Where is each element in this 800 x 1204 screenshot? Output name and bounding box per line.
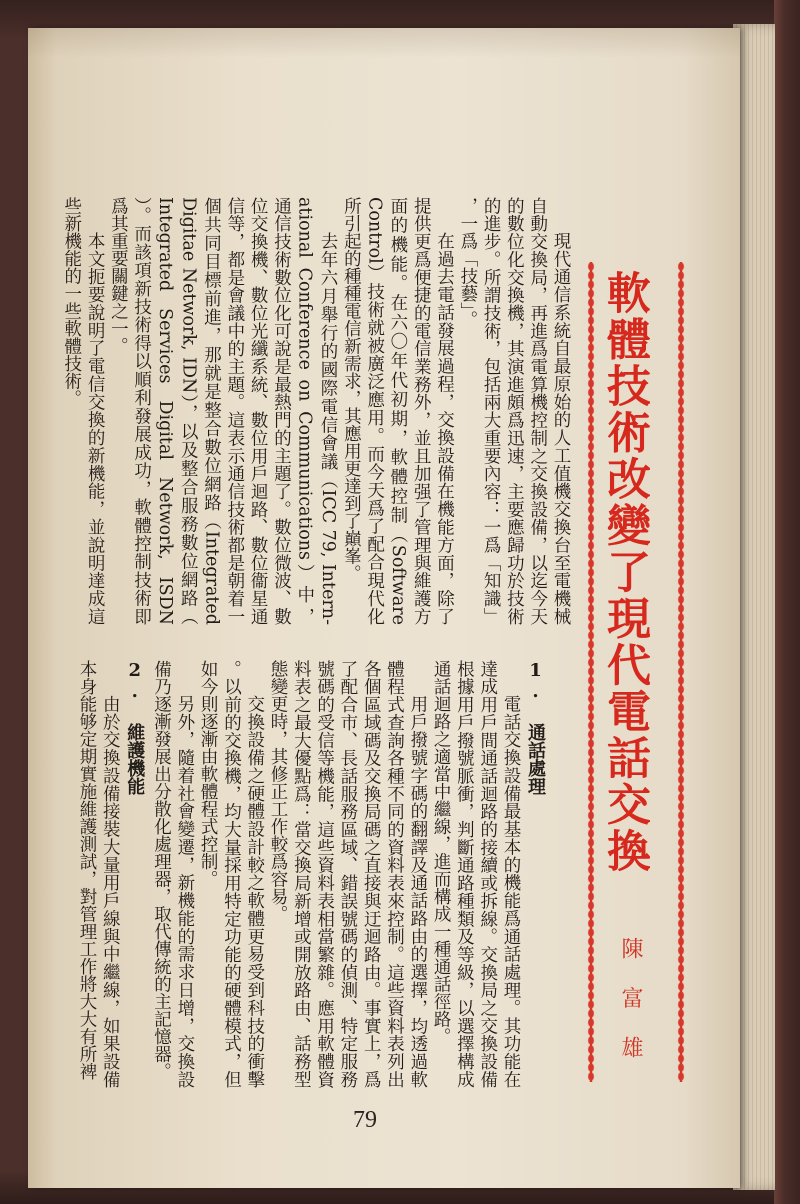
text-column: 去年六月舉行的國際電信會議（ICC 79, Intern- — [318, 232, 339, 625]
text-column: 由於交換設備接裝大量用戶線與中繼線，如果設備 — [100, 695, 121, 1088]
title-frame-left-border — [587, 262, 595, 1082]
text-column: 位交換機、數位光纖系統、數位用戶迴路、數位衞星通 — [248, 197, 269, 625]
section-heading: 1. 通話處理 — [525, 660, 546, 795]
paragraph — [266, 660, 429, 1088]
text-column: 個共同目標前進，那就是整合數位網路（Integrated — [201, 197, 222, 625]
text-column: 電話交換設備最基本的機能爲通話處理。其功能在 — [501, 695, 521, 1088]
text-column: 現代通信系統自最原始的人工值機交換台至電機械 — [551, 232, 571, 625]
text-column: 如今則逐漸由軟體程式控制。 — [198, 660, 219, 888]
text-column: 提供更爲便捷的電信業務外，並且加强了管理與維護方 — [411, 197, 432, 625]
text-column: 交換設備之硬體設計較之軟體更易受到科技的衝擊 — [244, 695, 265, 1088]
text-column: 自動交換局，再進爲電算機控制之交換設備，以迄今天 — [527, 197, 548, 625]
paragraph — [196, 660, 266, 1088]
text-column: 備乃逐漸發展出分散化處理器，取代傳統的主記憶器。 — [151, 660, 172, 1080]
text-column: 信等，都是會議中的主題。這表示通信技術都是朝着一 — [224, 197, 245, 625]
text-column: 些新機能的一些軟體技術。 — [61, 197, 82, 407]
paragraph — [106, 197, 339, 625]
text-column: 本文扼要說明了電信交換的新機能，並說明達成這 — [85, 232, 106, 625]
text-column: 各個區域碼及交換局碼之直接與迂迴路由。事實上，爲 — [361, 660, 382, 1088]
paragraph — [149, 660, 196, 1088]
text-column: 所引起的種種電信新需求，其應用更達到了巔峯。 — [341, 197, 362, 582]
paragraph — [456, 197, 572, 625]
text-column: 在過去電話發展過程，交換設備在機能方面，除了 — [434, 232, 455, 625]
text-column: 另外，隨着社會變遷，新機能的需求日增，交換設 — [174, 695, 195, 1088]
page-number: 79 — [353, 1107, 377, 1133]
text-column: 達成用戶間通話迴路的接續或拆線。交換局之交換設備 — [477, 660, 498, 1088]
text-column: ational Conference on Communications）中， — [294, 197, 315, 625]
section — [149, 660, 546, 1088]
text-column: Control）技術就被廣泛應用。而今天爲了配合現代化 — [364, 197, 385, 625]
text-column: 本身能够定期實施維護測試，對管理工作將大大有所裨 — [76, 660, 97, 1080]
intro-text-block — [59, 197, 572, 625]
text-column: 根據用戶撥號脈衝，判斷通路種類及等級，以選擇構成 — [454, 660, 475, 1088]
author-name: 陳富雄 — [618, 937, 643, 1058]
text-column: 。以前的交換機，均大量採用特定功能的硬體模式，但 — [221, 660, 242, 1088]
text-column: 的數位化交換機，其演進頗爲迅速，主要應歸功於技術 — [504, 197, 525, 625]
text-column: 號碼的受信等機能，這些資料表相當繁雜。應用軟體資 — [314, 660, 335, 1088]
text-column: 的進步。所謂技術，包括兩大重要內容：一爲「知識」 — [481, 197, 502, 625]
article-title: 軟體技術改變了現代電話交換 — [599, 270, 650, 872]
text-column: 了配合市、長話服務區域、錯誤號碼的偵測、特定服務 — [337, 660, 358, 1088]
text-column: 面的機能。在六〇年代初期，軟體控制（Software — [387, 197, 408, 625]
section — [75, 660, 146, 1088]
text-column: 爲其重要關鍵之一。 — [108, 197, 129, 355]
magazine-page — [28, 28, 740, 1188]
section-heading: 2. 維護機能 — [124, 660, 146, 795]
title-frame-right-border — [677, 262, 685, 1082]
paragraph — [429, 660, 522, 1088]
paragraph — [339, 197, 455, 625]
paragraph — [59, 197, 106, 625]
text-column: 用戶撥號字碼的翻譯及通話路由的選擇，均透過軟 — [407, 695, 428, 1088]
text-column: 體程式查詢各種不同的資料表來控制。這些資料表列出 — [384, 660, 405, 1088]
text-column: ）。而該項新技術得以順利發展成功，軟體控制技術即 — [131, 197, 152, 625]
paragraph — [75, 660, 122, 1088]
text-column: 料表之最大優點爲：當交換局新增或開放路由、話務型 — [291, 660, 312, 1088]
text-column: Digitae Network, IDN），以及整合服務數位網路（ — [178, 197, 199, 625]
text-column: 態變更時，其修正工作較爲容易。 — [268, 660, 289, 923]
book-cover-edge — [774, 0, 800, 1204]
text-column: 通信技術數位化可說是最熱門的主題了。數位微波、數 — [271, 197, 292, 625]
text-column: Integrated Services Digital Network, ISDN — [154, 197, 175, 625]
text-column: 通話迴路之適當中繼線，進而構成一種通話徑路。 — [431, 660, 452, 1045]
body-text-block — [74, 660, 546, 1088]
text-column: ，一爲「技藝」。 — [457, 197, 478, 329]
